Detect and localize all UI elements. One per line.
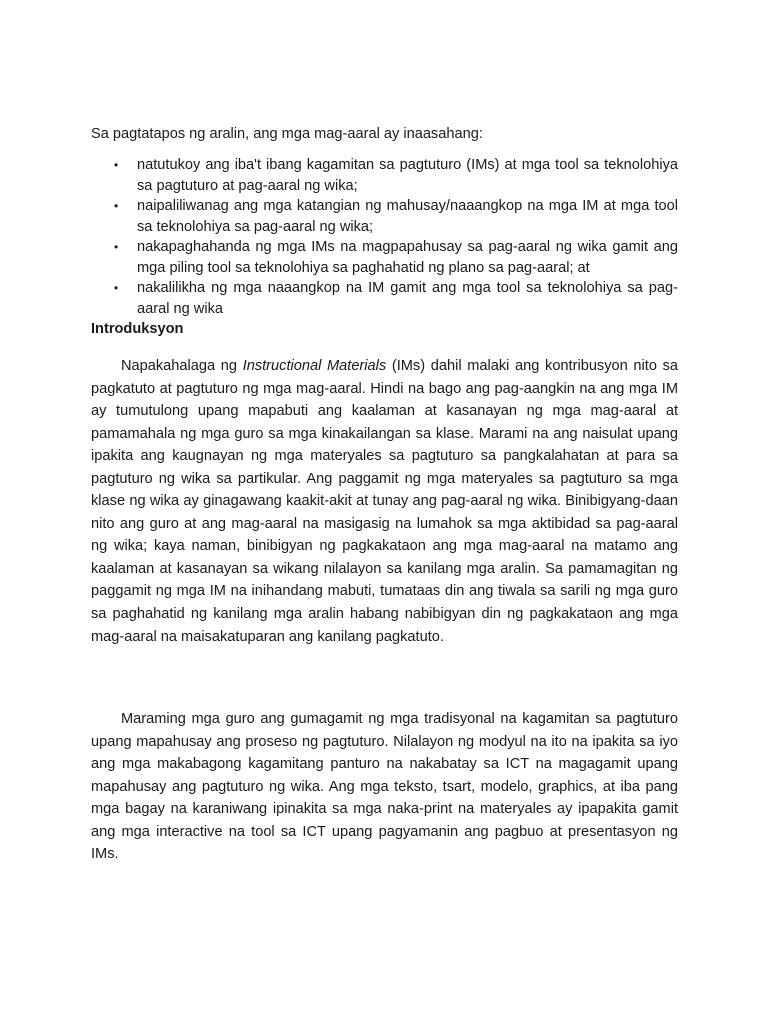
bullet-icon: • xyxy=(114,199,119,213)
intro-paragraph-1 xyxy=(91,355,678,648)
intro-paragraph-2: Maraming mga guro ang gumagamit ng mga tradisyonal na kagamitan sa pagtuturo upang mapahusay ang proseso ng pagtuturo. Nilalayon ng modyul na ito na ipakita sa iyo ang mga makabagong kagamitang panturo na nakabatay sa ICT na magagamit upang mapahusay ang pagtuturo ng wika. Ang mga teksto, tsart, modelo, graphics, at iba pang mga bagay na karaniwang ipinakita sa mga naka-print na materyales ay ipapakita gamit ang mga interactive na tool sa ICT upang pagyamanin ang pagbuo at presentasyon ng IMs. xyxy=(91,711,678,863)
objectives-list xyxy=(91,155,678,319)
bullet-icon: • xyxy=(114,158,119,172)
objective-text: natutukoy ang iba't ibang kagamitan sa pagtuturo (IMs) at mga tool sa teknolohiya sa pagtuturo at pag-aaral ng wika; xyxy=(137,157,678,194)
bullet-icon: • xyxy=(114,240,119,254)
section-heading: Introduksyon xyxy=(91,321,184,337)
objective-text: naipaliliwanag ang mga katangian ng mahusay/naaangkop na mga IM at mga tool sa teknolohiya sa pag-aaral ng wika; xyxy=(137,198,678,235)
emphasis-term: Instructional Materials xyxy=(242,358,387,374)
list-item xyxy=(91,278,678,319)
objective-text: nakapaghahanda ng mga IMs na magpapahusay sa pag-aaral ng wika gamit ang mga piling tool sa teknolohiya sa paghahatid ng plano sa pag-aaral; at xyxy=(137,239,678,276)
bullet-icon: • xyxy=(114,281,119,295)
paragraph-body: (IMs) dahil malaki ang kontribusyon nito sa pagkatuto at pagtuturo ng mga mag-aaral. Hindi na bago ang pag-aangkin na ang mga IM ay tumutulong upang mapabuti ang kaalaman at kasanayan ng mga mag-aaral at pamamahala ng mga guro sa mga kinakailangan sa klase. Marami na ang naisulat upang ipakita ang kaugnayan ng mga materyales sa pagtuturo sa pangkalahatan at para sa pagtuturo ng wika sa partikular. Ang paggamit ng mga materyales sa pagtuturo sa mga klase ng wika ay ginagawang kaakit-akit at tunay ang pag-aaral ng wika. Binibigyang-daan nito ang guro at ang mag-aaral na masigasig na lumahok sa mga aktibidad sa pag-aaral ng wika; kaya naman, binibigyan ng pagkakataon ang mga mag-aaral na matamo ang kaalaman at kasanayan sa wikang nilalayon sa kanilang mga aralin. Sa pamamagitan ng paggamit ng mga IM na inihandang mabuti, tumataas din ang tiwala sa sarili ng mga guro sa paghahatid ng kanilang mga aralin habang nabibigyan din ng pagkakataon ang mga mag-aaral na maisakatuparan ang kanilang pagkatuto. xyxy=(91,358,679,645)
objectives-lead: Sa pagtatapos ng aralin, ang mga mag-aaral ay inaasahang: xyxy=(91,126,483,142)
list-item xyxy=(91,237,678,278)
paragraph-lead: Napakahalaga ng xyxy=(121,358,243,374)
document-page xyxy=(91,124,678,866)
list-item xyxy=(91,155,678,196)
list-item xyxy=(91,196,678,237)
objective-text: nakalilikha ng mga naaangkop na IM gamit ang mga tool sa teknolohiya sa pag-aaral ng wika xyxy=(137,280,678,317)
